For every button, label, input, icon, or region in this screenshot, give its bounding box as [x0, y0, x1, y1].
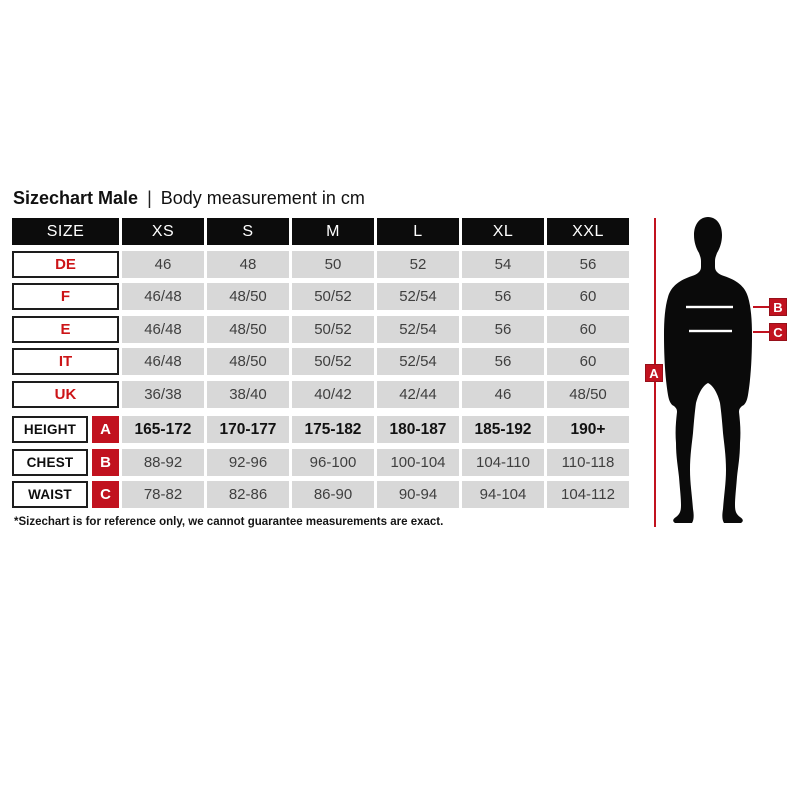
- cell-height-s: 170-177: [207, 416, 289, 443]
- column-header-xs: XS: [122, 218, 204, 245]
- cell-e-xs: 46/48: [122, 316, 204, 343]
- cell-waist-xs: 78-82: [122, 481, 204, 508]
- marker-badge-a: A: [92, 416, 119, 443]
- cell-chest-s: 92-96: [207, 449, 289, 476]
- cell-chest-m: 96-100: [292, 449, 374, 476]
- marker-badge-b: B: [92, 449, 119, 476]
- cell-waist-m: 86-90: [292, 481, 374, 508]
- cell-it-xxl: 60: [547, 348, 629, 375]
- cell-f-l: 52/54: [377, 283, 459, 310]
- cell-height-m: 175-182: [292, 416, 374, 443]
- cell-f-xs: 46/48: [122, 283, 204, 310]
- cell-f-s: 48/50: [207, 283, 289, 310]
- cell-de-xs: 46: [122, 251, 204, 278]
- cell-waist-l: 90-94: [377, 481, 459, 508]
- column-header-s: S: [207, 218, 289, 245]
- cell-de-m: 50: [292, 251, 374, 278]
- row-label-height: HEIGHT: [12, 416, 88, 443]
- row-label-de: DE: [12, 251, 119, 278]
- row-label-height-wrap: [12, 416, 119, 443]
- measurement-table: [12, 416, 629, 508]
- cell-uk-xs: 36/38: [122, 381, 204, 408]
- cell-uk-xl: 46: [462, 381, 544, 408]
- cell-f-xxl: 60: [547, 283, 629, 310]
- column-header-xxl: XXL: [547, 218, 629, 245]
- title-main: Sizechart Male: [13, 188, 139, 208]
- cell-chest-l: 100-104: [377, 449, 459, 476]
- size-table: [12, 218, 629, 408]
- cell-uk-xxl: 48/50: [547, 381, 629, 408]
- cell-de-xl: 54: [462, 251, 544, 278]
- cell-it-l: 52/54: [377, 348, 459, 375]
- marker-badge-c: C: [92, 481, 119, 508]
- cell-waist-xxl: 104-112: [547, 481, 629, 508]
- column-header-m: M: [292, 218, 374, 245]
- cell-de-xxl: 56: [547, 251, 629, 278]
- waist-connector-line: [753, 331, 769, 333]
- title-separator: |: [147, 188, 152, 208]
- row-label-chest: CHEST: [12, 449, 88, 476]
- cell-f-xl: 56: [462, 283, 544, 310]
- row-label-waist-wrap: [12, 481, 119, 508]
- chest-measure-line: [686, 306, 733, 308]
- cell-it-m: 50/52: [292, 348, 374, 375]
- cell-chest-xl: 104-110: [462, 449, 544, 476]
- row-label-waist: WAIST: [12, 481, 88, 508]
- row-label-it: IT: [12, 348, 119, 375]
- figure-marker-b: B: [769, 298, 787, 316]
- cell-height-l: 180-187: [377, 416, 459, 443]
- page-title: [13, 188, 365, 209]
- cell-it-xs: 46/48: [122, 348, 204, 375]
- cell-height-xl: 185-192: [462, 416, 544, 443]
- cell-chest-xs: 88-92: [122, 449, 204, 476]
- waist-measure-line: [689, 330, 732, 332]
- cell-height-xs: 165-172: [122, 416, 204, 443]
- row-label-e: E: [12, 316, 119, 343]
- cell-e-s: 48/50: [207, 316, 289, 343]
- cell-waist-xl: 94-104: [462, 481, 544, 508]
- footnote: *Sizechart is for reference only, we cannot guarantee measurements are exact.: [14, 516, 444, 528]
- size-header-cell: SIZE: [12, 218, 119, 245]
- cell-chest-xxl: 110-118: [547, 449, 629, 476]
- column-header-xl: XL: [462, 218, 544, 245]
- title-subtitle: Body measurement in cm: [160, 188, 365, 208]
- cell-height-xxl: 190+: [547, 416, 629, 443]
- figure-marker-c: C: [769, 323, 787, 341]
- figure-marker-a: A: [645, 364, 663, 382]
- cell-f-m: 50/52: [292, 283, 374, 310]
- cell-uk-l: 42/44: [377, 381, 459, 408]
- cell-it-s: 48/50: [207, 348, 289, 375]
- cell-e-xxl: 60: [547, 316, 629, 343]
- cell-e-l: 52/54: [377, 316, 459, 343]
- male-silhouette-figure: [660, 215, 760, 527]
- cell-de-s: 48: [207, 251, 289, 278]
- row-label-uk: UK: [12, 381, 119, 408]
- cell-de-l: 52: [377, 251, 459, 278]
- cell-uk-m: 40/42: [292, 381, 374, 408]
- cell-e-xl: 56: [462, 316, 544, 343]
- row-label-f: F: [12, 283, 119, 310]
- cell-uk-s: 38/40: [207, 381, 289, 408]
- row-label-chest-wrap: [12, 449, 119, 476]
- cell-e-m: 50/52: [292, 316, 374, 343]
- column-header-l: L: [377, 218, 459, 245]
- cell-waist-s: 82-86: [207, 481, 289, 508]
- cell-it-xl: 56: [462, 348, 544, 375]
- chest-connector-line: [753, 306, 769, 308]
